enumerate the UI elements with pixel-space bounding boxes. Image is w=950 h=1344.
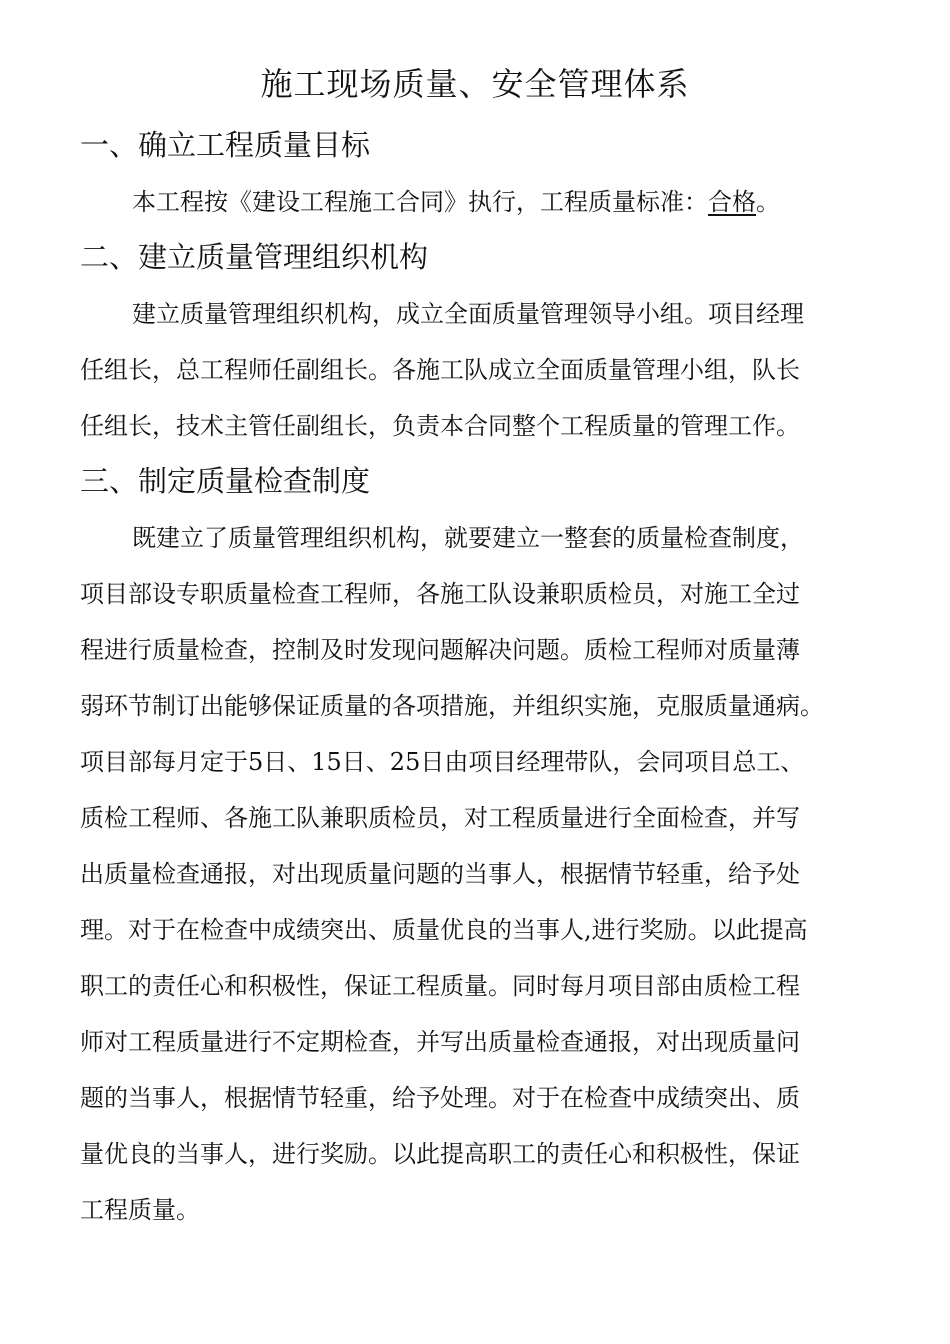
section-2-heading: 二、建立质量管理组织机构 [80, 240, 429, 274]
paragraph-line: 质检工程师、各施工队兼职质检员，对工程质量进行全面检查，并写 [80, 804, 800, 832]
paragraph-line: 量优良的当事人，进行奖励。以此提高职工的责任心和积极性，保证 [80, 1140, 800, 1168]
sentence-end-mark: 。 [756, 188, 780, 216]
paragraph-line: 既建立了质量管理组织机构，就要建立一整套的质量检查制度， [132, 524, 804, 552]
section-1-heading: 一、确立工程质量目标 [80, 128, 371, 162]
paragraph-line: 任组长，总工程师任副组长。各施工队成立全面质量管理小组，队长 [80, 356, 800, 384]
paragraph-line: 工程质量。 [80, 1196, 200, 1224]
quality-standard-value: 合格 [708, 188, 756, 216]
section-1-paragraph-line [132, 182, 780, 222]
paragraph-line: 任组长，技术主管任副组长，负责本合同整个工程质量的管理工作。 [80, 412, 800, 440]
paragraph-line: 出质量检查通报，对出现质量问题的当事人，根据情节轻重，给予处 [80, 860, 800, 888]
paragraph-line: 项目部每月定于5日、15日、25日由项目经理带队，会同项目总工、 [80, 748, 805, 776]
paragraph-line: 理。对于在检查中成绩突出、质量优良的当事人,进行奖励。以此提高 [80, 916, 808, 944]
quality-standard-text: 本工程按《建设工程施工合同》执行，工程质量标准： [132, 188, 708, 216]
paragraph-line: 职工的责任心和积极性，保证工程质量。同时每月项目部由质检工程 [80, 972, 800, 1000]
document-title: 施工现场质量、安全管理体系 [260, 65, 690, 103]
paragraph-line: 题的当事人，根据情节轻重，给予处理。对于在检查中成绩突出、质 [80, 1084, 800, 1112]
section-3-heading: 三、制定质量检查制度 [80, 464, 371, 498]
paragraph-line: 弱环节制订出能够保证质量的各项措施，并组织实施，克服质量通病。 [80, 692, 824, 720]
paragraph-line: 项目部设专职质量检查工程师，各施工队设兼职质检员，对施工全过 [80, 580, 800, 608]
paragraph-line: 师对工程质量进行不定期检查，并写出质量检查通报，对出现质量问 [80, 1028, 800, 1056]
paragraph-line: 建立质量管理组织机构，成立全面质量管理领导小组。项目经理 [132, 300, 804, 328]
paragraph-line: 程进行质量检查，控制及时发现问题解决问题。质检工程师对质量薄 [80, 636, 800, 664]
